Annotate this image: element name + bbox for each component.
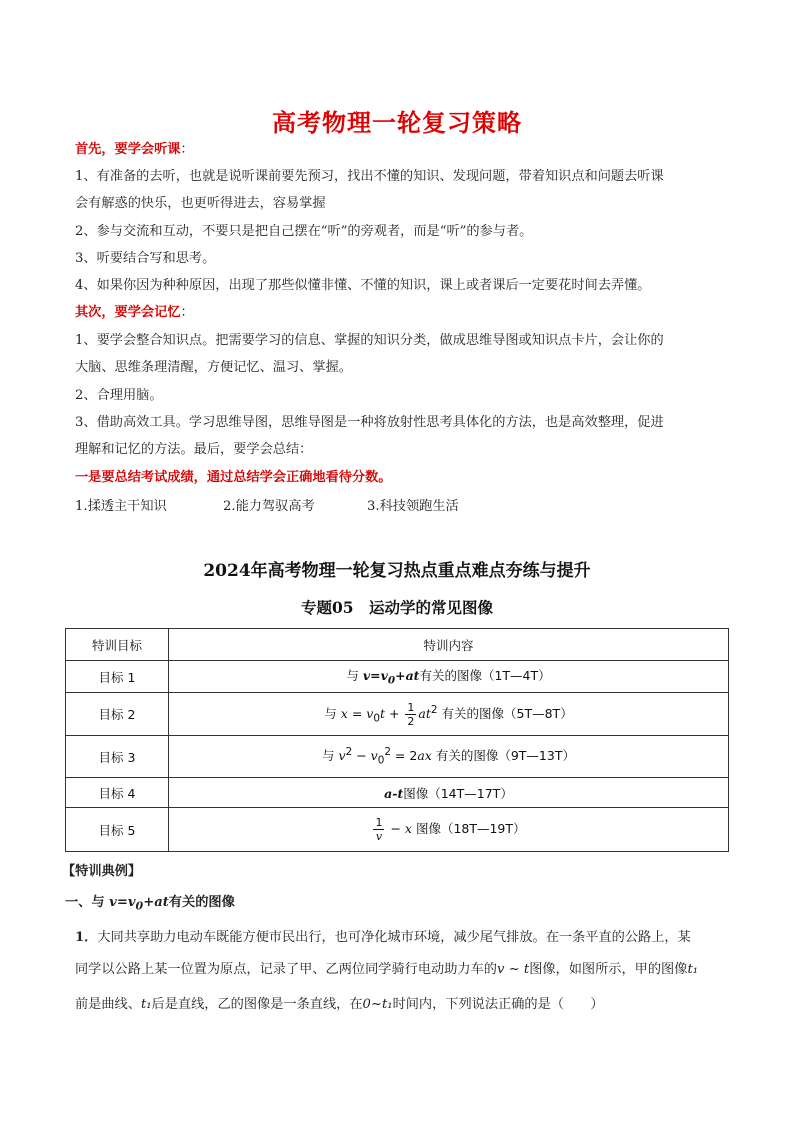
section1-line-2: 会有解惑的快乐，也更听得进去，容易掌握 <box>75 196 326 211</box>
table-cell-content <box>169 661 729 693</box>
table-cell-target: 目标 4 <box>66 778 169 808</box>
targets-table <box>65 628 729 852</box>
table-cell-content <box>169 736 729 778</box>
section-one-formula: $v=v_0+at$ <box>109 895 169 913</box>
section-one-heading <box>65 893 715 917</box>
section2-heading-line <box>75 303 725 323</box>
row2-formula: $x = v_0t$ + $\frac{1}{2}$ $at^2$ <box>340 700 438 728</box>
question-text-3a: 前是曲线、 <box>75 997 141 1012</box>
table-cell-target: 目标 5 <box>66 808 169 852</box>
section1-line-4: 3、听要结合写和思考。 <box>75 251 216 266</box>
row5-suffix: 图像（18T—19T） <box>415 821 526 836</box>
row4-formula: a-t <box>384 785 404 801</box>
table-row <box>66 693 729 736</box>
table-cell-content <box>169 778 729 808</box>
table-cell-target: 目标 1 <box>66 661 169 693</box>
question-text-3e: 时间内，下列说法正确的是（ ） <box>392 997 604 1012</box>
option-3: 3.科技领跑生活 <box>367 499 459 514</box>
row3-prefix: 与 <box>322 748 335 764</box>
section2-emphasis: 一是要总结考试成绩，通过总结学会正确地看待分数。 <box>75 470 392 485</box>
section1-line-1: 1、有准备的去听，也就是说听课前要先预习，找出不懂的知识、发现问题，带着知识点和问题去听课 <box>75 169 664 184</box>
table-header-content: 特训内容 <box>169 629 729 661</box>
section2-line-4: 3、借助高效工具。学习思维导图，思维导图是一种将放射性思考具体化的方法，也是高效整理，促进 <box>75 415 664 430</box>
question-text-3c: 后是直线，乙的图像是一条直线，在 <box>151 997 363 1012</box>
section1-line-5: 4、如果你因为种种原因，出现了那些似懂非懂、不懂的知识，课上或者课后一定要花时间去弄懂。 <box>75 278 651 293</box>
table-row <box>66 736 729 778</box>
section2-line-3: 2、合理用脑。 <box>75 388 163 403</box>
topic-title: 专题05 运动学的常见图像 <box>300 598 494 617</box>
page-title: 高考物理一轮复习策略 <box>272 109 522 137</box>
section-one-suffix: 有关的图像 <box>168 895 235 910</box>
table-row <box>66 661 729 693</box>
row1-formula: $v=v_0+at$ <box>362 668 420 687</box>
row1-prefix: 与 <box>346 668 363 684</box>
question-interval: 0~t₁ <box>362 997 393 1012</box>
section1-heading: 首先，要学会听课 <box>75 142 181 157</box>
question-text-2b: 图像，如图所示，甲的图像 <box>529 962 688 977</box>
row4-suffix: 图像（14T—17T） <box>403 785 513 801</box>
row2-suffix: 有关的图像（5T—8T） <box>441 705 573 721</box>
table-row <box>66 808 729 852</box>
question-t1-b: t₁ <box>140 997 152 1012</box>
question-line-3 <box>75 995 725 1015</box>
section-one-prefix: 一、与 <box>65 895 110 910</box>
question-number: 1． <box>75 930 98 945</box>
main-title: 2024年高考物理一轮复习热点重点难点夯练与提升 <box>203 561 591 581</box>
section2-colon: ： <box>180 305 194 320</box>
question-text-2a: 同学以公路上某一位置为原点，记录了甲、乙两位同学骑行电动助力车的 <box>75 962 497 977</box>
row1-suffix: 有关的图像（1T—4T） <box>419 668 551 684</box>
section1-colon: ： <box>180 142 194 157</box>
section2-options <box>75 497 725 517</box>
table-cell-content <box>169 808 729 852</box>
question-text-1: 大同共享助力电动车既能方便市民出行，也可净化城市环境，减少尾气排放。在一条平直的公路上，某 <box>97 930 691 945</box>
section1-heading-line <box>75 140 725 160</box>
section2-heading: 其次，要学会记忆 <box>75 305 181 320</box>
option-2: 2.能力驾驭高考 <box>223 499 315 514</box>
row3-formula: $v^2 - v_0^2 = 2ax$ <box>338 746 432 767</box>
question-formula-vt: v ~ t <box>497 962 530 977</box>
section2-line-1: 1、要学会整合知识点。把需要学习的信息、掌握的知识分类，做成思维导图或知识点卡片，会让你的 <box>75 333 664 348</box>
table-cell-target: 目标 3 <box>66 736 169 778</box>
table-header-row <box>66 629 729 661</box>
table-row <box>66 778 729 808</box>
question-t1-a: t₁ <box>687 962 699 977</box>
question-line-2 <box>75 960 725 980</box>
section2-line-2: 大脑、思维条理清醒，方便记忆、温习、掌握。 <box>75 360 352 375</box>
section2-line-5: 理解和记忆的方法。最后，要学会总结： <box>75 442 313 457</box>
table-cell-target: 目标 2 <box>66 693 169 736</box>
row5-formula: $\frac{1}{v}$ − x <box>375 816 412 843</box>
row3-suffix: 有关的图像（9T—13T） <box>435 748 575 764</box>
question-line-1 <box>75 928 725 948</box>
row2-prefix: 与 <box>324 705 337 721</box>
examples-heading: 【特训典例】 <box>62 864 142 879</box>
table-header-target: 特训目标 <box>66 629 169 661</box>
option-1: 1.揉透主干知识 <box>75 499 167 514</box>
section1-line-3: 2、参与交流和互动，不要只是把自己摆在“听”的旁观者，而是“听”的参与者。 <box>75 224 533 239</box>
table-cell-content <box>169 693 729 736</box>
